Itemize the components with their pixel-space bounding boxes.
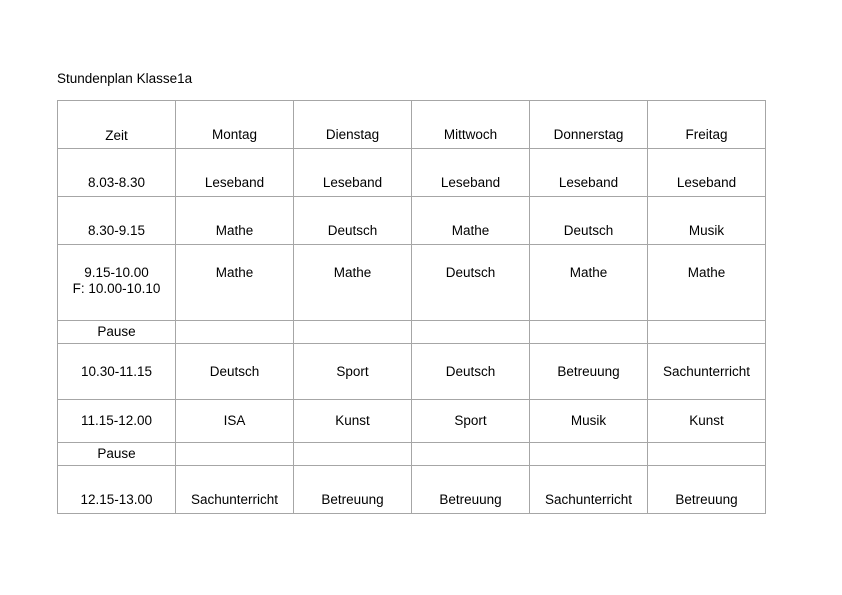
table-row — [58, 400, 766, 443]
lesson-cell: Mathe — [294, 245, 412, 321]
time-cell: 8.30-9.15 — [58, 197, 176, 245]
lesson-cell — [530, 443, 648, 466]
header-cell-wednesday: Mittwoch — [412, 101, 530, 149]
lesson-cell: Deutsch — [530, 197, 648, 245]
time-cell — [58, 245, 176, 321]
lesson-cell: Sport — [294, 344, 412, 400]
lesson-cell: Sachunterricht — [648, 344, 766, 400]
lesson-cell: Leseband — [412, 149, 530, 197]
lesson-cell: Musik — [648, 197, 766, 245]
lesson-cell — [412, 321, 530, 344]
lesson-cell: Leseband — [648, 149, 766, 197]
table-row — [58, 197, 766, 245]
lesson-cell: Kunst — [648, 400, 766, 443]
time-cell: Pause — [58, 321, 176, 344]
lesson-cell: Betreuung — [412, 466, 530, 514]
lesson-cell: Deutsch — [412, 245, 530, 321]
table-row — [58, 466, 766, 514]
lesson-cell: Betreuung — [294, 466, 412, 514]
lesson-cell: Deutsch — [294, 197, 412, 245]
table-row — [58, 443, 766, 466]
lesson-cell — [176, 443, 294, 466]
header-cell-time: Zeit — [58, 101, 176, 149]
lesson-cell: Deutsch — [412, 344, 530, 400]
lesson-cell: Leseband — [530, 149, 648, 197]
time-cell: 8.03-8.30 — [58, 149, 176, 197]
time-cell: 10.30-11.15 — [58, 344, 176, 400]
lesson-cell: Betreuung — [648, 466, 766, 514]
lesson-cell: Deutsch — [176, 344, 294, 400]
lesson-cell — [412, 443, 530, 466]
time-cell: Pause — [58, 443, 176, 466]
lesson-cell: Mathe — [412, 197, 530, 245]
time-cell: 11.15-12.00 — [58, 400, 176, 443]
lesson-cell: Musik — [530, 400, 648, 443]
lesson-cell: Kunst — [294, 400, 412, 443]
lesson-cell — [294, 321, 412, 344]
time-line: F: 10.00-10.10 — [72, 281, 161, 296]
time-line: 9.15-10.00 — [84, 265, 149, 280]
lesson-cell — [648, 443, 766, 466]
lesson-cell — [648, 321, 766, 344]
table-row — [58, 344, 766, 400]
lesson-cell: Mathe — [176, 245, 294, 321]
timetable — [57, 100, 766, 514]
lesson-cell: Mathe — [648, 245, 766, 321]
header-cell-tuesday: Dienstag — [294, 101, 412, 149]
lesson-cell: ISA — [176, 400, 294, 443]
lesson-cell: Sport — [412, 400, 530, 443]
table-row — [58, 149, 766, 197]
lesson-cell: Sachunterricht — [176, 466, 294, 514]
header-cell-thursday: Donnerstag — [530, 101, 648, 149]
table-row — [58, 245, 766, 321]
lesson-cell: Betreuung — [530, 344, 648, 400]
lesson-cell: Mathe — [176, 197, 294, 245]
header-cell-monday: Montag — [176, 101, 294, 149]
lesson-cell — [176, 321, 294, 344]
time-cell: 12.15-13.00 — [58, 466, 176, 514]
lesson-cell: Mathe — [530, 245, 648, 321]
lesson-cell: Sachunterricht — [530, 466, 648, 514]
lesson-cell: Leseband — [294, 149, 412, 197]
table-header-row — [58, 101, 766, 149]
page-title: Stundenplan Klasse1a — [57, 71, 193, 86]
lesson-cell — [294, 443, 412, 466]
lesson-cell — [530, 321, 648, 344]
lesson-cell: Leseband — [176, 149, 294, 197]
header-cell-friday: Freitag — [648, 101, 766, 149]
table-row — [58, 321, 766, 344]
